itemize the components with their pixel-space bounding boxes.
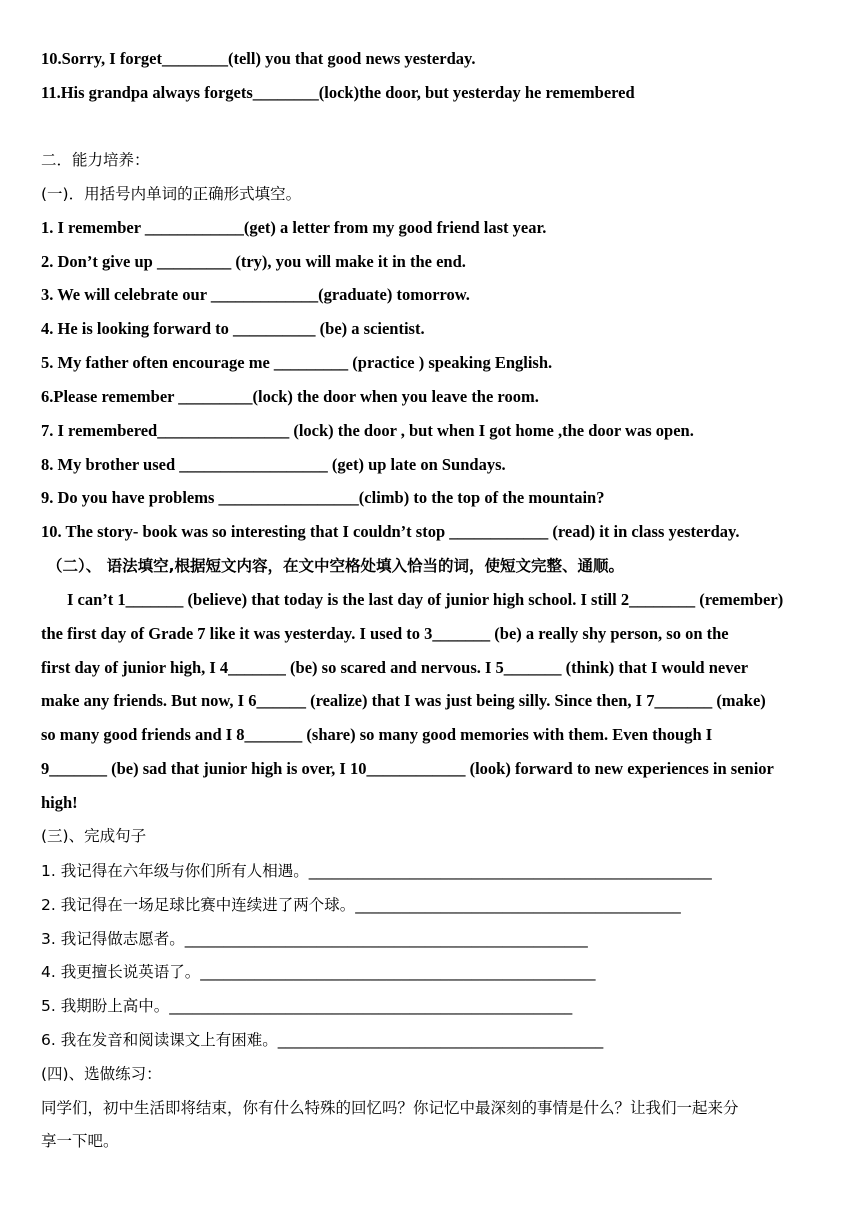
passage-line: first day of junior high, I 4_______ (be) so scared and nervous. I 5_______ (think) that I would never: [41, 658, 749, 677]
part-one-item: 2. Don’t give up _________ (try), you will make it in the end.: [41, 252, 466, 271]
part-four-title: (四)、选做练习：: [41, 1065, 162, 1083]
translation-item: 5. 我期盼上高中。____________________________________________________: [41, 997, 573, 1015]
translation-item: 6. 我在发音和阅读课文上有困难。__________________________________________: [41, 1031, 604, 1049]
optional-exercise-text: 享一下吧。: [41, 1132, 119, 1150]
exercise-item-10: 10.Sorry, I forget________(tell) you that good news yesterday.: [41, 49, 476, 68]
part-one-item: 10. The story- book was so interesting that I couldn’t stop ____________ (read) it in class yesterday.: [41, 522, 740, 541]
part-one-item: 1. I remember ____________(get) a letter from my good friend last year.: [41, 218, 547, 237]
part-three-title: (三)、完成句子: [41, 827, 147, 845]
passage-line: make any friends. But now, I 6______ (realize) that I was just being silly. Since then, I 7_______ (make): [41, 691, 766, 710]
passage-line: high!: [41, 793, 78, 812]
part-one-item: 9. Do you have problems _________________(climb) to the top of the mountain?: [41, 488, 605, 507]
part-one-item: 3. We will celebrate our _____________(graduate) tomorrow.: [41, 285, 470, 304]
passage-line: the first day of Grade 7 like it was yesterday. I used to 3_______ (be) a really shy person, so on the: [41, 624, 729, 643]
optional-exercise-text: 同学们，初中生活即将结束，你有什么特殊的回忆吗？你记忆中最深刻的事情是什么？让我们一起来分: [41, 1099, 739, 1117]
section-two-title: 二．能力培养：: [41, 151, 150, 169]
translation-item: 1. 我记得在六年级与你们所有人相遇。____________________________________________________: [41, 862, 712, 880]
part-one-item: 7. I remembered________________ (lock) the door , but when I got home ,the door was open.: [41, 421, 694, 440]
passage-line: so many good friends and I 8_______ (share) so many good memories with them. Even though I: [41, 725, 713, 744]
part-one-item: 6.Please remember _________(lock) the door when you leave the room.: [41, 387, 539, 406]
passage-line: I can’t 1_______ (believe) that today is the last day of junior high school. I still 2________ (remember): [67, 590, 784, 609]
part-one-item: 5. My father often encourage me _________ (practice ) speaking English.: [41, 353, 553, 372]
part-one-item: 4. He is looking forward to __________ (be) a scientist.: [41, 319, 425, 338]
translation-item: 3. 我记得做志愿者。____________________________________________________: [41, 930, 588, 948]
part-one-title: (一)．用括号内单词的正确形式填空。: [41, 185, 302, 203]
part-one-item: 8. My brother used __________________ (get) up late on Sundays.: [41, 455, 506, 474]
exercise-item-11: 11.His grandpa always forgets________(lock)the door, but yesterday he remembered: [41, 83, 635, 102]
passage-line: 9_______ (be) sad that junior high is over, I 10____________ (look) forward to new experiences in senior: [41, 759, 774, 778]
translation-item: 2. 我记得在一场足球比赛中连续进了两个球。__________________________________________: [41, 896, 681, 914]
part-two-title: （二）、 语法填空,根据短文内容，在文中空格处填入恰当的词，使短文完整、通顺。: [47, 557, 625, 575]
translation-item: 4. 我更擅长说英语了。___________________________________________________: [41, 963, 596, 981]
